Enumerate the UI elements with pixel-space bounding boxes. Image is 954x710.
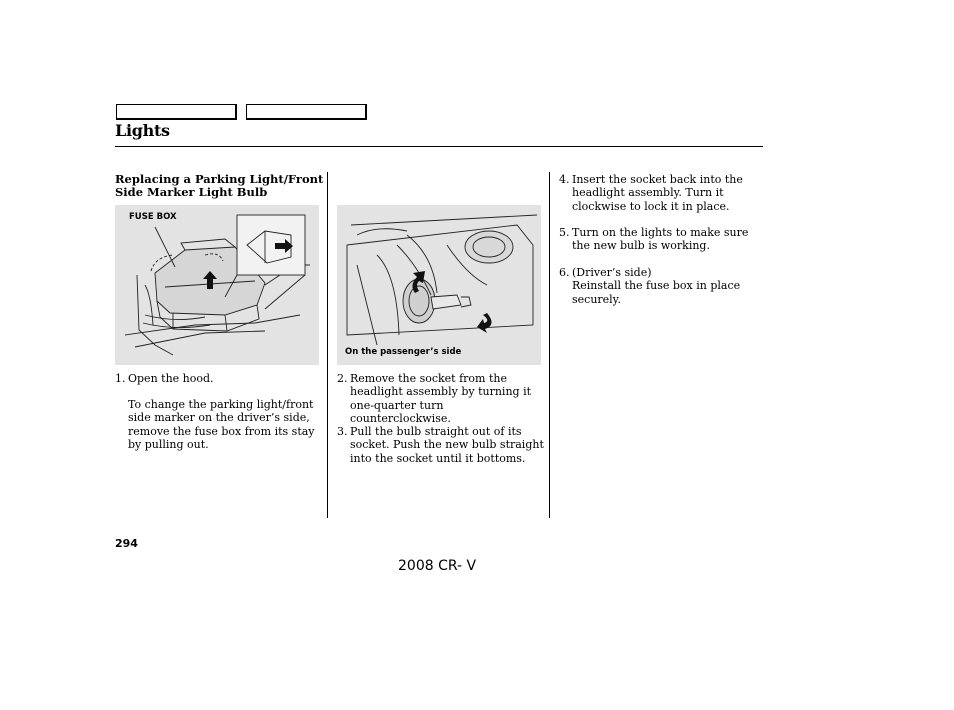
column-divider-2 bbox=[549, 172, 550, 518]
step-5-number: 5. bbox=[559, 226, 570, 239]
fuse-box-drawing bbox=[115, 205, 319, 365]
title-rule bbox=[115, 146, 763, 147]
step-3-text: Pull the bulb straight out of its socket. Push the new bulb straight into the socket until it bottoms. bbox=[350, 425, 544, 465]
step-6-number: 6. bbox=[559, 266, 570, 279]
step-6 bbox=[559, 266, 759, 306]
step-3-number: 3. bbox=[337, 425, 348, 438]
passenger-side-label: On the passenger’s side bbox=[345, 347, 462, 357]
step-4 bbox=[559, 173, 759, 213]
step-4-text: Insert the socket back into the headlight assembly. Turn it clockwise to lock it in place. bbox=[572, 173, 743, 213]
step-6-line-1: (Driver’s side) bbox=[572, 266, 652, 279]
step-2 bbox=[337, 372, 547, 425]
column-divider-1 bbox=[327, 172, 328, 518]
page-title: Lights bbox=[115, 121, 170, 140]
step-1-number: 1. bbox=[115, 372, 126, 385]
page-number: 294 bbox=[115, 537, 138, 550]
nav-tab-1 bbox=[116, 104, 237, 120]
step-5-text: Turn on the lights to make sure the new bulb is working. bbox=[572, 226, 749, 253]
step-3 bbox=[337, 425, 547, 465]
headlight-socket-drawing bbox=[337, 205, 541, 365]
step-6-line-2: Reinstall the fuse box in place securely. bbox=[572, 279, 741, 306]
step-2-text: Remove the socket from the headlight assembly by turning it one-quarter turn counterclockwise. bbox=[350, 372, 532, 425]
step-1-text: Open the hood. bbox=[128, 372, 214, 385]
fuse-box-illustration bbox=[115, 205, 319, 365]
step-4-number: 4. bbox=[559, 173, 570, 186]
step-1-note: To change the parking light/front side marker on the driver’s side, remove the fuse box from its stay by pulling out. bbox=[128, 398, 315, 451]
model-footer: 2008 CR- V bbox=[398, 558, 477, 574]
section-subhead: Replacing a Parking Light/Front Side Marker Light Bulb bbox=[115, 172, 324, 199]
nav-tab-2 bbox=[246, 104, 367, 120]
step-5 bbox=[559, 226, 759, 253]
step-1 bbox=[115, 372, 320, 385]
headlight-socket-illustration bbox=[337, 205, 541, 365]
step-2-number: 2. bbox=[337, 372, 348, 385]
fuse-box-label: FUSE BOX bbox=[129, 212, 177, 222]
